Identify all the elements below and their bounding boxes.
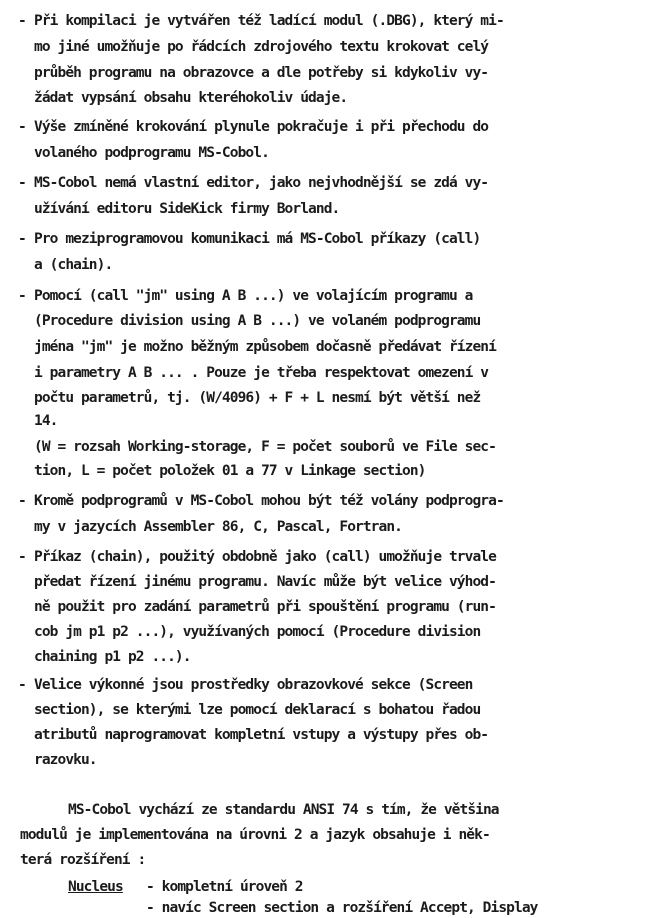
bullet-1-line-1: Při kompilaci je vytvářen též ladící modul (.DBG), který mi- [34,13,504,29]
paragraph-line-2: modulů je implementována na úrovni 2 a jazyk obsahuje i něk- [20,827,490,843]
bullet-dash: - [18,288,26,304]
bullet-8-line-3: atributů naprogramovat kompletní vstupy a výstupy přes ob- [34,727,489,743]
bullet-1-line-4: žádat vypsání obsahu kteréhokoliv údaje. [34,90,348,106]
bullet-6-line-1: Kromě podprogramů v MS-Cobol mohou být též volány podprogra- [34,493,504,509]
bullet-8-line-4: razovku. [34,752,97,768]
bullet-dash: - [18,175,26,191]
bullet-7-line-2: předat řízení jinému programu. Navíc může být velice výhod- [34,574,496,590]
bullet-1-line-2: mo jiné umožňuje po řádcích zdrojového textu krokovat celý [34,39,489,55]
nucleus-extension: - navíc Screen section a rozšíření Accept, Display [146,900,538,916]
bullet-5-line-2: (Procedure division using A B ...) ve volaném podprogramu [34,313,481,329]
bullet-8-line-2: section), se kterými lze pomocí deklarací s bohatou řadou [34,702,481,718]
bullet-5-line-6: 14. [34,413,58,429]
bullet-dash: - [18,231,26,247]
bullet-2-line-2: volaného podprogramu MS-Cobol. [34,145,269,161]
bullet-dash: - [18,677,26,693]
bullet-6-line-2: my v jazycích Assembler 86, C, Pascal, Fortran. [34,519,402,535]
bullet-4-line-1: Pro meziprogramovou komunikaci má MS-Cobol příkazy (call) [34,231,481,247]
bullet-dash: - [18,13,26,29]
bullet-dash: - [18,119,26,135]
bullet-5-line-4: i parametry A B ... . Pouze je třeba respektovat omezení v [34,365,489,381]
bullet-7-line-4: cob jm p1 p2 ...), využívaných pomocí (Procedure division [34,624,481,640]
nucleus-label: Nucleus [68,879,123,895]
bullet-2-line-1: Výše zmíněné krokování plynule pokračuje i při přechodu do [34,119,489,135]
paragraph-line-1: MS-Cobol vychází ze standardu ANSI 74 s tím, že většina [68,802,499,818]
bullet-8-line-1: Velice výkonné jsou prostředky obrazovkové sekce (Screen [34,677,473,693]
bullet-dash: - [18,549,26,565]
bullet-7-line-5: chaining p1 p2 ...). [34,649,191,665]
bullet-7-line-1: Příkaz (chain), použitý obdobně jako (call) umožňuje trvale [34,549,496,565]
bullet-7-line-3: ně použit pro zadání parametrů při spouštění programu (run- [34,599,496,615]
nucleus-level: - kompletní úroveň 2 [146,879,303,895]
bullet-5-line-3: jména "jm" je možno běžným způsobem dočasně předávat řízení [34,339,496,355]
bullet-5-line-8: tion, L = počet položek 01 a 77 v Linkage section) [34,463,426,479]
bullet-1-line-3: průběh programu na obrazovce a dle potřeby si kdykoliv vy- [34,65,489,81]
bullet-5-line-1: Pomocí (call "jm" using A B ...) ve volajícím programu a [34,288,473,304]
bullet-4-line-2: a (chain). [34,257,113,273]
bullet-3-line-1: MS-Cobol nemá vlastní editor, jako nejvhodnější se zdá vy- [34,175,489,191]
paragraph-line-3: terá rozšíření : [20,852,146,868]
bullet-5-line-5: počtu parametrů, tj. (W/4096) + F + L nesmí být větší než [34,390,481,406]
bullet-3-line-2: užívání editoru SideKick firmy Borland. [34,201,340,217]
bullet-5-line-7: (W = rozsah Working-storage, F = počet souborů ve File sec- [34,439,496,455]
bullet-dash: - [18,493,26,509]
